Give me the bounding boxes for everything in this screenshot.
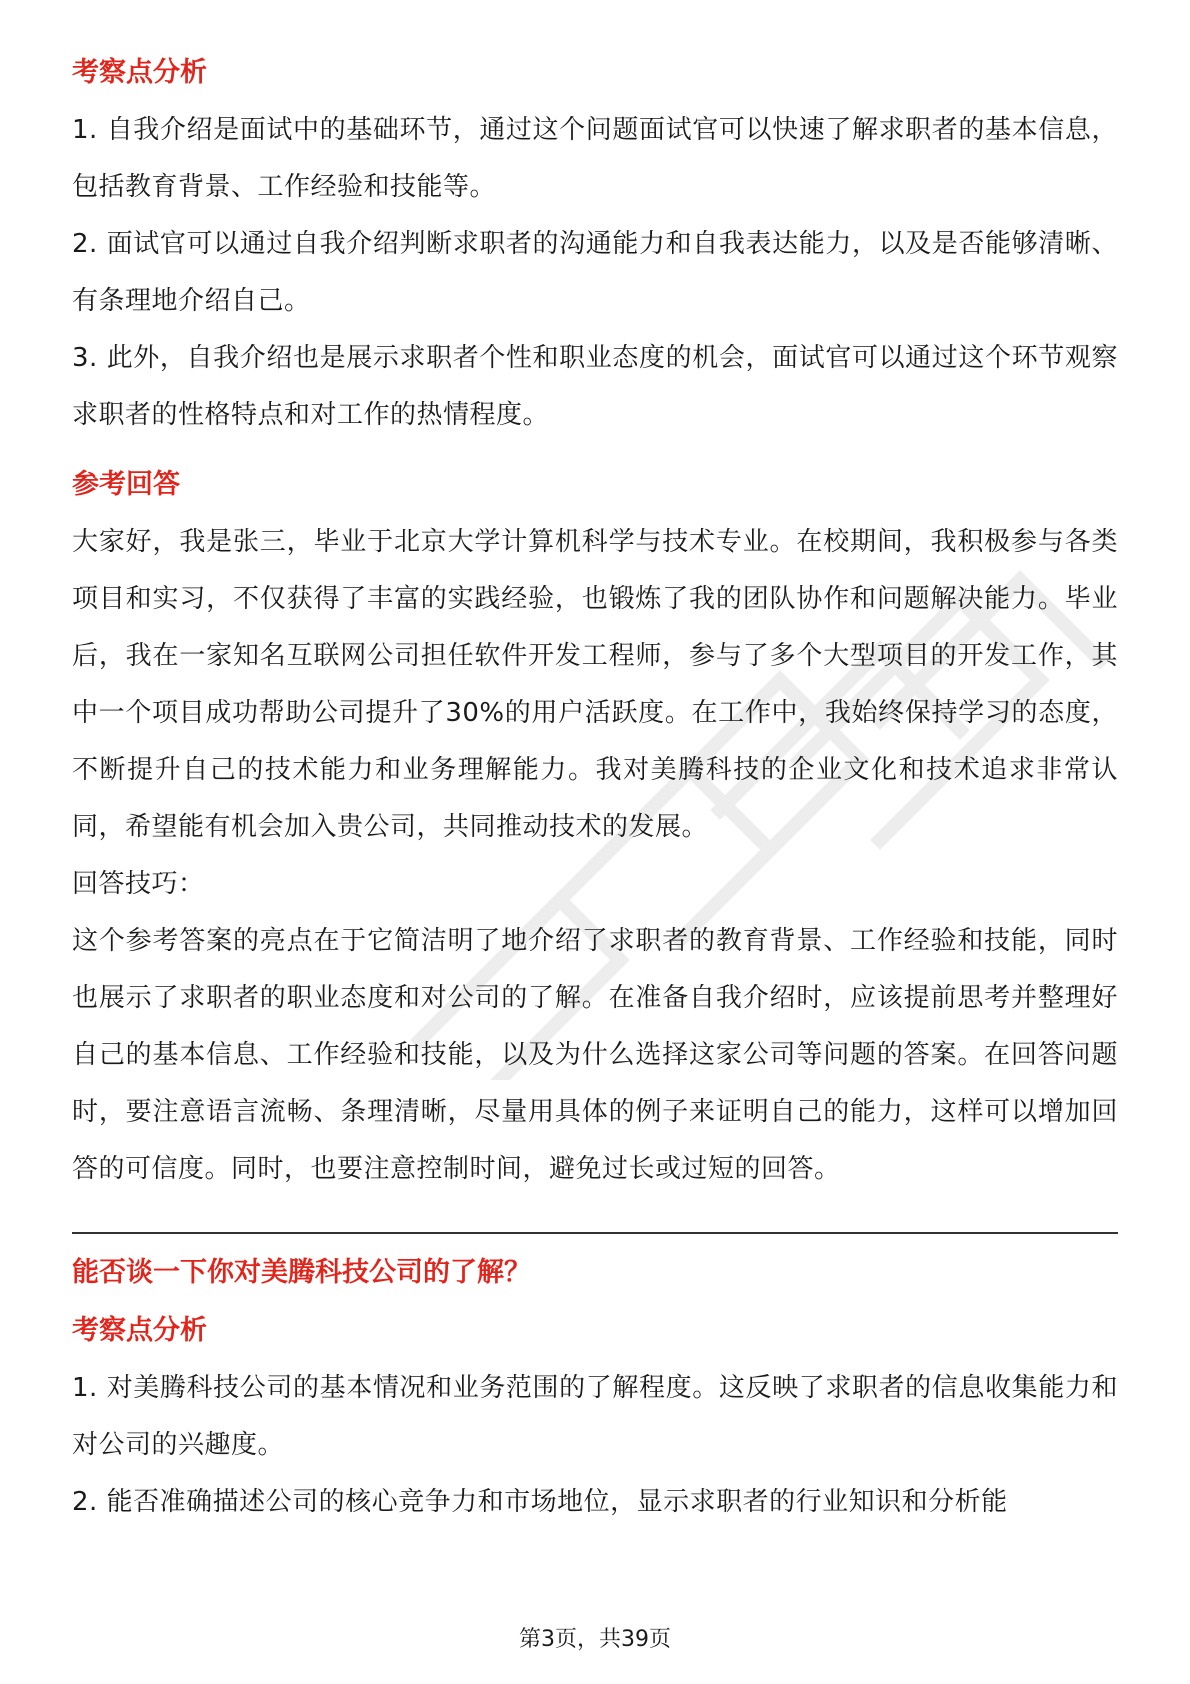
- document-page: [72, 44, 1118, 1531]
- analysis-item: 2. 能否准确描述公司的核心竞争力和市场地位，显示求职者的行业知识和分析能: [72, 1487, 1008, 1517]
- analysis-item: 2. 面试官可以通过自我介绍判断求职者的沟通能力和自我表达能力，以及是否能够清晰、有条理地介绍自己。: [72, 229, 1118, 316]
- answer-heading: 参考回答: [72, 469, 180, 500]
- tips-label: 回答技巧：: [72, 869, 205, 899]
- analysis-item: 1. 自我介绍是面试中的基础环节，通过这个问题面试官可以快速了解求职者的基本信息，包括教育背景、工作经验和技能等。: [72, 115, 1118, 202]
- analysis-heading: 考察点分析: [72, 57, 207, 88]
- answer-text: 大家好，我是张三，毕业于北京大学计算机科学与技术专业。在校期间，我积极参与各类项目和实习，不仅获得了丰富的实践经验，也锻炼了我的团队协作和问题解决能力。毕业后，我在一家知名互联网公司担任软件开发工程师，参与了多个大型项目的开发工作，其中一个项目成功帮助公司提升了30%的用户活跃度。在工作中，我始终保持学习的态度，不断提升自己的技术能力和业务理解能力。我对美腾科技的企业文化和技术追求非常认同，希望能有机会加入贵公司，共同推动技术的发展。: [72, 527, 1118, 842]
- analysis-item: 1. 对美腾科技公司的基本情况和业务范围的了解程度。这反映了求职者的信息收集能力和对公司的兴趣度。: [72, 1373, 1118, 1460]
- analysis-heading: 考察点分析: [72, 1315, 207, 1346]
- tips-text: 这个参考答案的亮点在于它简洁明了地介绍了求职者的教育背景、工作经验和技能，同时也展示了求职者的职业态度和对公司的了解。在准备自我介绍时，应该提前思考并整理好自己的基本信息、工作经验和技能，以及为什么选择这家公司等问题的答案。在回答问题时，要注意语言流畅、条理清晰，尽量用具体的例子来证明自己的能力，这样可以增加回答的可信度。同时，也要注意控制时间，避免过长或过短的回答。: [72, 926, 1118, 1184]
- page-indicator: 第3页，共39页: [519, 1627, 671, 1652]
- question-title: 能否谈一下你对美腾科技公司的了解？: [72, 1257, 531, 1288]
- section-divider: [72, 1232, 1118, 1234]
- analysis-item: 3. 此外，自我介绍也是展示求职者个性和职业态度的机会，面试官可以通过这个环节观察求职者的性格特点和对工作的热情程度。: [72, 343, 1118, 430]
